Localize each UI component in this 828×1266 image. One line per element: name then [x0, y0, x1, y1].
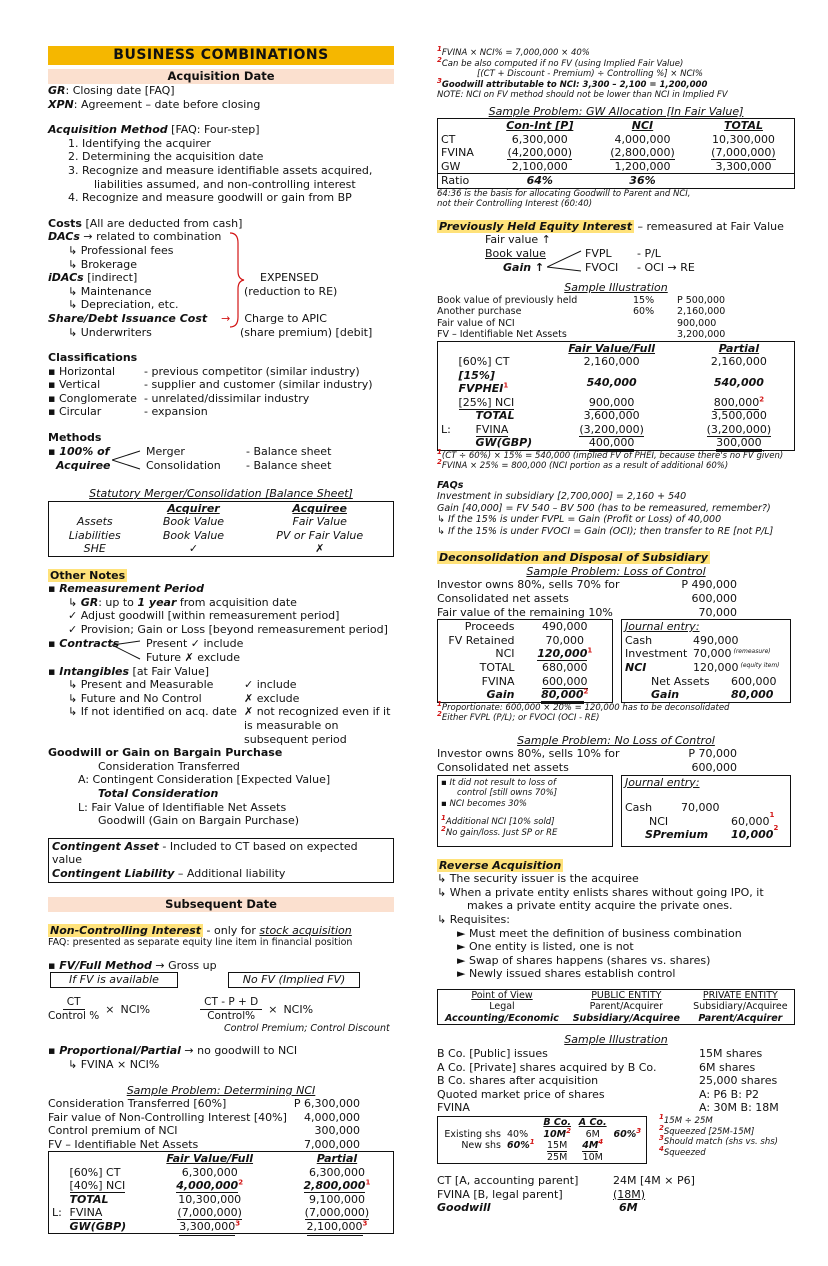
xpn-line: XPN: Agreement – date before closing	[48, 97, 261, 111]
cost-item: ↳ Professional fees	[68, 243, 174, 257]
page-title: BUSINESS COMBINATIONS	[48, 46, 394, 65]
acquisition-date-header: Acquisition Date	[48, 69, 394, 84]
method-step: 4. Recognize and measure goodwill or gain from BP	[68, 191, 352, 205]
nci-table: Fair Value/Full Partial [60%] CT 6,300,000 6,300,000 [40%] NCI 4,000,000$^2$ 2,800,000$^1$ TOTAL 10,300,000 9,100,000 L: FVINA (7,000,000) (7,000,000) GW(GBP) 3,300,000$^3$ 2,100,000$^3$	[48, 1151, 394, 1234]
cost-item: ↳ Brokerage	[68, 257, 138, 271]
subsequent-date-header: Subsequent Date	[48, 897, 394, 912]
journal-entry-box: Journal entry: Cash 490,000 Investment 70,000 (remeasure) NCI 120,000 (equity item) Net Assets 600,000 Gain 80,000	[621, 619, 791, 703]
sample-problem-nci: Sample Problem: Determining NCI Consideration Transferred [60%] P 6,300,000 Fair value of Non-Controlling Interest [40%] 4,000,000 Control premium of NCI 300,000 FV – Identifiable Net Assets 7,000,000 Fair Value/Full Partial [60%] CT 6,300,000 6,300,000 [40%] NCI 4,000,000$^2$ 2,800,000$^1$ TOTAL 10,300,000 9,100,000 L: FVINA (7,000,000) (7,000,000) GW(GBP) 3,300,000$^3$ 2,100,000$^3$	[48, 1084, 394, 1235]
method-step: 1. Identifying the acquirer	[68, 136, 211, 150]
loss-control-table: Proceeds 490,000 FV Retained 70,000 NCI 120,000$^1$ TOTAL 680,000 FVINA 600,000 Gain 80,000$^2$	[437, 619, 613, 703]
gr-line: GR: Closing date [FAQ]	[48, 84, 175, 97]
reverse-acquisition: Reverse Acquisition ↳ The security issuer is the acquiree ↳ When a private entity enlists shares without going IPO, it makes a private entity acquire the private ones. ↳ Requisites: ► Must meet the definition of business combination ► One entity is listed, one is not ► Swap of shares happens (shares vs. shares) ► Newly issued shares establish control Point of View PUBLIC ENTITY PRIVATE ENTITY Legal Parent/Acquirer Subsidiary/Acquiree Accounting/Economic Subsidiary/Acquiree Parent/Acquirer Sample Illustration B Co. [Public] issues 15M shares A Co. [Private] shares acquired by B Co. 6M shares B Co. shares after acquisition 25,000 shares Quoted market price of shares A: P6 B: P2 FVINA A: 30M B: 18M B Co. A Co. Existing shs 40% $10M^2$ 6M 60%$^3$ New shs 60%$^1$ 15M $4M^4$ 25M 10M $^1$15M ÷ 25M $^2$Squeezed [25M-15M] $^3$Should match (shs vs. shs) $^4$Squeezed CT [A, accounting parent] 24M [4M × P6] FVINA [B, legal parent] (18M) Goodwill 6M	[437, 859, 795, 1215]
contingent-box: Contingent Asset - Included to CT based on expected value Contingent Liability – Additional liability	[48, 838, 394, 883]
nci-section: Non-Controlling Interest - only for stock acquisition FAQ: presented as separate equity line item in financial position ▪ FV/Full Method → Gross up If FV is available No FV (Implied FV) $\frac{CT}{\text{Control \%}}$ × NCI% $\frac{CT - P + D}{\text{Control\%}}$ × NCI% Control Premium; Control Discount ▪ Proportional/Partial → no goodwill to NCI ↳ FVINA × NCI%	[48, 923, 390, 1071]
reverse-footnotes: $^1$15M ÷ 25M $^2$Squeezed [25M-15M] $^3$Should match (shs vs. shs) $^4$Squeezed	[659, 1113, 778, 1158]
classification-row: ▪ Horizontal - previous competitor (similar industry)	[48, 364, 360, 378]
phei-section: Previously Held Equity Interest – remeasured at Fair Value Fair value ↑ Book value Gain ↑ FVPL FVOCI - P/L - OCI → RE Sample Illustration Book value of previously held 15% P 500,000 Another purchase 60% 2,160,000 Fair value of NCI 900,000 FV – Identifiable Net Assets 3,200,000 Fair Value/Full Partial [60%] CT 2,160,000 2,160,000 [15%] FVPHEI$^1$ 540,000 540,000 [25%] NCI 900,000 800,000$^2$ TOTAL 3,600,000 3,500,000 L: FVINA (3,200,000) (3,200,000) GW(GBP) 400,000 300,000 $^1$(CT ÷ 60%) × 15% = 540,000 (implied FV of PHEI, because there's no FV given) $^2$FVINA × 25% = 800,000 (NCI portion as a result of additional 60%) FAQs Investment in subsidiary [2,700,000] = 2,160 + 540 Gain [40,000] = FV 540 – BV 500 (has to be remeasured, remember?) ↳ If the 15% is under FVPL = Gain (Profit or Loss) of 40,000 ↳ If the 15% is under FVOCI = Gain (OCI); then transfer to RE [not P/L]	[437, 220, 795, 538]
classification-row: ▪ Vertical - supplier and customer (similar industry)	[48, 378, 373, 392]
point-of-view-table: Point of View PUBLIC ENTITY PRIVATE ENTITY Legal Parent/Acquirer Subsidiary/Acquiree Accounting/Economic Subsidiary/Acquiree Parent/Acquirer	[437, 989, 795, 1026]
ct-line-label: CT [A, accounting parent]	[437, 1174, 579, 1187]
method-step: 3. Recognize and measure identifiable assets acquired,	[68, 163, 373, 177]
method-step: liabilities assumed, and non-controlling interest	[94, 177, 356, 191]
shares-table: B Co. A Co. Existing shs 40% $10M^2$ 6M 60%$^3$ New shs 60%$^1$ 15M $4M^4$ 25M 10M	[437, 1116, 647, 1164]
expensed-note: (reduction to RE)	[244, 284, 338, 298]
left-column	[48, 46, 394, 1234]
arrow-icon: →	[221, 311, 231, 325]
classification-row: ▪ Circular - expansion	[48, 405, 208, 419]
split-lines-icon	[547, 249, 583, 273]
journal-entry-box-2: Journal entry: Cash 70,000 NCI 60,000 1 SPremium 10,000 2	[621, 775, 791, 847]
no-loss-notes: ▪ It did not result to loss of control [still owns 70%] ▪ NCI becomes 30% $^1$Additional NCI [10% sold] $^2$No gain/loss. Just SP or RE	[437, 775, 613, 847]
phei-table: Fair Value/Full Partial [60%] CT 2,160,000 2,160,000 [15%] FVPHEI$^1$ 540,000 540,000 [25%] NCI 900,000 800,000$^2$ TOTAL 3,600,000 3,500,000 L: FVINA (3,200,000) (3,200,000) GW(GBP) 400,000 300,000	[437, 341, 795, 451]
classification-row: ▪ Conglomerate - unrelated/dissimilar industry	[48, 391, 310, 405]
deconsolidation-section: Deconsolidation and Disposal of Subsidiary Sample Problem: Loss of Control Investor owns 80%, sells 70% for P 490,000 Consolidated net assets 600,000 Fair value of the remaining 10% 70,000 Proceeds 490,000 FV Retained 70,000 NCI 120,000$^1$ TOTAL 680,000 FVINA 600,000 Gain 80,000$^2$ Journal entry: Cash 490,000 Investment 70,000 (remeasure) NCI 120,000 (equity item) Net Assets 600,000 Gain 80,000 $^1$Proportionate: 600,000 × 20% = 120,000 has to be deconsolidated $^2$Either FVPL (P/L); or FVOCI (OCI - RE) Sample Problem: No Loss of Control Investor owns 80%, sells 10% for P 70,000 Consolidated net assets 600,000 ▪ It did not result to loss of control [still owns 70%] ▪ NCI becomes 30% $^1$Additional NCI [10% sold] $^2$No gain/loss. Just SP or RE Journal entry: Cash 70,000 NCI 60,000 1 SPremium 10,000 2	[437, 551, 795, 846]
idacs-label: iDACs	[48, 271, 84, 285]
costs-section: Costs [All are deducted from cash] DACs → related to combination ↳ Professional fees ↳ Brokerage iDACs [indirect] ↳ Maintenance ↳ Depreciation, etc. Share/Debt Issuance Cost → Charge to APIC ↳ Underwriters (share premium) [debit] EXPENSED (reduction to RE)	[48, 217, 394, 339]
split-lines-icon	[112, 449, 142, 471]
statutory-merger-table: Statutory Merger/Consolidation [Balance Sheet] Acquirer Acquiree Assets Book Value Fair Value Liabilities Book Value PV or Fair Value SHE ✓ ✗	[48, 487, 394, 557]
check-icon: ✓	[188, 542, 199, 556]
acquisition-method: Acquisition Method [FAQ: Four-step] 1. Identifying the acquirer 2. Determining the acquisition date 3. Recognize and measure identifiable assets acquired, liabilities assumed, and non-controlling interest 4. Recognize and measure goodwill or gain from BP	[48, 123, 394, 205]
cost-item: ↳ Depreciation, etc.	[68, 298, 179, 312]
cost-item: ↳ Maintenance	[68, 284, 152, 298]
dacs-label: DACs	[48, 230, 80, 244]
share-debt-label: Share/Debt Issuance Cost	[48, 311, 208, 325]
brace-icon	[228, 231, 246, 329]
other-notes: Other Notes ▪ Remeasurement Period ↳ GR: up to 1 year from acquisition date ✓ Adjust goodwill [within remeasurement period] ✓ Provision; Gain or Loss [beyond remeasurement period] ▪ Contracts Present ✓ include Future ✗ exclude ▪ Intangibles [at Fair Value] ↳ Present and Measurable ✓ include ↳ Future and No Control ✗ exclude ↳ If not identified on acq. date ✗ not recognized even if it is measurable on subsequent period Goodwill or Gain on Bargain Purchase Consideration Transferred A: Contingent Consideration [Expected Value] Total Consideration L: Fair Value of Identifiable Net Assets Goodwill (Gain on Bargain Purchase)	[48, 568, 391, 828]
expensed-label: EXPENSED	[260, 270, 319, 284]
footnotes-nci: $^1$FVINA × NCI% = 7,000,000 × 40% $^2$Can be also computed if no FV (using Implied Fair Value) [(CT + Discount - Premium) ÷ Controlling %] × NCI% $^3$Goodwill attributable to NCI: 3,300 – 2,100 = 1,200,000 NOTE: NCI on FV method should not be lower than NCI in Implied FV	[437, 45, 728, 100]
methods-section: Methods ▪ 100% of Acquiree Merger Consolidation - Balance sheet - Balance sheet	[48, 431, 332, 473]
split-lines-icon	[112, 639, 142, 663]
right-column	[437, 45, 795, 1215]
gw-allocation: Sample Problem: GW Allocation [In Fair Value] Con-Int [P] NCI TOTAL CT 6,300,000 4,000,000 10,300,000 FVINA (4,200,000) (2,800,000) (7,000,000) GW 2,100,000 1,200,000 3,300,000 Ratio 64% 36% 64:36 is the basis for allocating Goodwill to Parent and NCI, not their Controlling Interest (60:40)	[437, 105, 795, 210]
method-step: 2. Determining the acquisition date	[68, 150, 264, 164]
classifications-section: Classifications ▪ Horizontal - previous competitor (similar industry) ▪ Vertical - supplier and customer (similar industry) ▪ Conglomerate - unrelated/dissimilar industry ▪ Circular - expansion	[48, 351, 394, 419]
cross-icon: ✗	[315, 542, 325, 556]
